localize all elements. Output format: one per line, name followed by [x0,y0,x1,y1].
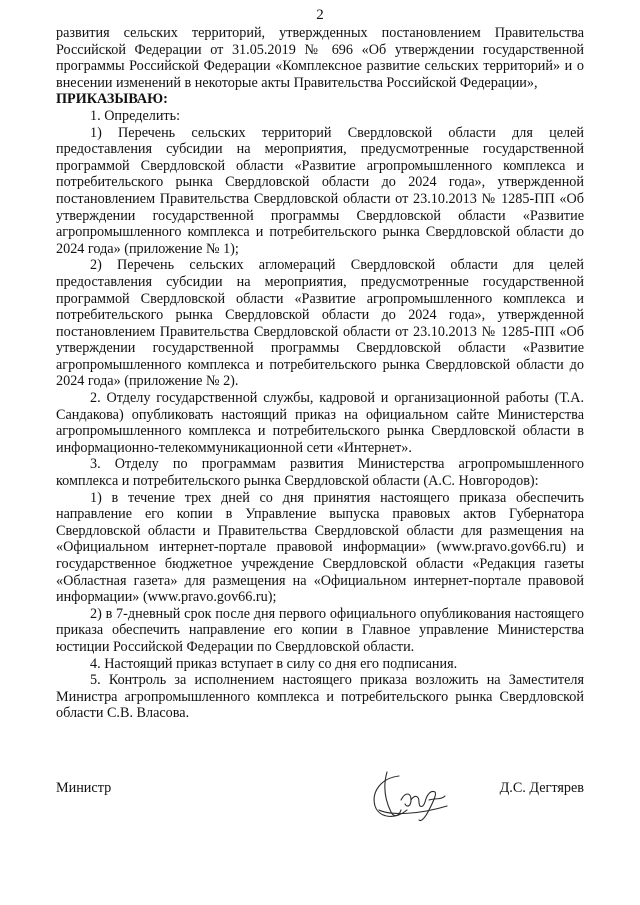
item-5: 5. Контроль за исполнением настоящего приказа возложить на Заместителя Министра агропромышленного комплекса и потребительского рынка Свердловской области С.В. Власова. [56,672,584,722]
signatory-name: Д.С. Дегтярев [499,780,584,796]
item-4: 4. Настоящий приказ вступает в силу со дня его подписания. [90,655,458,672]
item-3-1: 1) в течение трех дней со дня принятия настоящего приказа обеспечить направление его копии в Управление выпуска правовых актов Губернатора Свердловской области и Правительства Свердловской области для размещения на «Официальном интернет-портале правовой информации» (www.pravo.gov66.ru) и государственное бюджетное учреждение Свердловской области «Редакция газеты «Областная газета» для размещения на «Официальном интернет-портале правовой информации» (www.pravo.gov66.ru); [56,489,584,606]
page-number: 2 [316,7,324,23]
order-heading: ПРИКАЗЫВАЮ: [56,91,168,108]
document-body [56,25,584,722]
signatory-role: Министр [56,780,112,796]
intro-paragraph: развития сельских территорий, утвержденных постановлением Правительства Российской Федерации от 31.05.2019 № 696 «Об утверждении государственной программы Российской Федерации «Комплексное развитие сельских территорий» и о внесении изменений в некоторые акты Правительства Российской Федерации», [56,25,584,91]
item-3-2: 2) в 7-дневный срок после дня первого официального опубликования настоящего приказа обеспечить направление его копии в Главное управление Министерства юстиции Российской Федерации по Свердловской области. [56,605,584,655]
item-1-2: 2) Перечень сельских агломераций Свердловской области для целей предоставления субсидии на мероприятия, предусмотренные государственной программой Свердловской области «Развитие агропромышленного комплекса и потребительского рынка Свердловской области до 2024 года», утвержденной постановлением Правительства Свердловской области от 23.10.2013 № 1285-ПП «Об утверждении государственной программы Свердловской области «Развитие агропромышленного комплекса и потребительского рынка Свердловской области до 2024 года» (приложение № 2). [56,257,584,390]
item-1: 1. Определить: [90,107,181,124]
item-2: 2. Отделу государственной службы, кадровой и организационной работы (Т.А. Сандакова) опубликовать настоящий приказ на официальном сайте Министерства агропромышленного комплекса и потребительского рынка Свердловской области в информационно-телекоммуникационной сети «Интернет». [56,390,584,456]
handwritten-signature [361,766,456,826]
item-3: 3. Отделу по программам развития Министерства агропромышленного комплекса и потребительского рынка Свердловской области (А.С. Новгородов): [56,456,584,490]
item-1-1: 1) Перечень сельских территорий Свердловской области для целей предоставления субсидии на мероприятия, предусмотренные государственной программой Свердловской области «Развитие агропромышленного комплекса и потребительского рынка Свердловской области до 2024 года», утвержденной постановлением Правительства Свердловской области от 23.10.2013 № 1285-ПП «Об утверждении государственной программы Свердловской области «Развитие агропромышленного комплекса и потребительского рынка Свердловской области до 2024 года» (приложение № 1); [56,124,584,257]
signature-block [56,770,584,850]
